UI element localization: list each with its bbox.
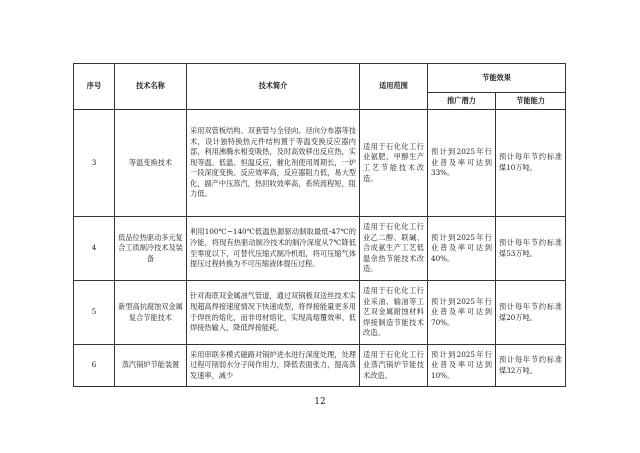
header-intro: 技术简介	[187, 64, 360, 110]
row-intro: 采用双管板结构、双套管与全径向、径向分布器等技术，设计独特换热元件结构置于等温变换反应器内部，利用沸腾水相变吸热，及时高效移出反应热，实现等温、低温、恒温反应，催化剂使用周期长，一炉一段深度变换、反应效率高，反应器阻力低，易大型化，副产中压蒸汽，热回收效率高，系统流程短，阻力低。	[187, 110, 360, 217]
row-potential: 预计到2025年行业普及率可达到10%。	[428, 345, 496, 387]
row-tech-name: 低品位热驱动多元复合工质制冷技术及装备	[115, 217, 187, 281]
tech-table	[73, 63, 566, 387]
row-seq: 3	[74, 110, 115, 217]
row-tech-name: 新型高抗腐蚀双金属复合节能技术	[115, 281, 187, 345]
row-intro: 针对海底双金属油气管道，通过双锅极双送丝技术实现超高焊接速度情况下快速成型，将焊接能量更多用于焊丝的熔化，而非母材熔化，实现高熔覆效率、低焊接热输入，降低焊接能耗。	[187, 281, 360, 345]
row-tech-name: 蒸汽锅炉节能装置	[115, 345, 187, 387]
row-seq: 4	[74, 217, 115, 281]
row-intro: 利用100℃~140℃低温热源驱动制取最低-47℃的冷能，将现有热驱动制冷技术的制冷深度从7℃降低至零度以下，可替代压缩式制冷机组，将可压缩气体提压过程转换为不可压缩液体提压过程。	[187, 217, 360, 281]
header-capacity: 节能能力	[496, 93, 566, 110]
row-capacity: 预计每年节约标准煤32万吨。	[496, 345, 566, 387]
header-effect: 节能效果	[428, 64, 566, 93]
header-scope: 适用范围	[360, 64, 428, 110]
row-seq: 6	[74, 345, 115, 387]
row-capacity: 预计每年节约标准煤53万吨。	[496, 217, 566, 281]
header-seq: 序号	[74, 64, 115, 110]
row-capacity: 预计每年节约标准煤10万吨。	[496, 110, 566, 217]
row-scope: 适用于石化化工行业采油、输油等工艺双金属耐蚀材料焊接制造节能技术改造。	[360, 281, 428, 345]
header-potential: 推广潜力	[428, 93, 496, 110]
table-header-row	[74, 64, 566, 93]
row-scope: 适用于石化化工行业氨肥、甲醇生产工艺节能技术改造。	[360, 110, 428, 217]
row-potential: 预计到2025年行业普及率可达到40%。	[428, 217, 496, 281]
table-row	[74, 345, 566, 387]
page-number: 12	[314, 397, 326, 407]
row-tech-name: 等温变换技术	[115, 110, 187, 217]
row-capacity: 预计每年节约标准煤20万吨。	[496, 281, 566, 345]
row-intro: 采用串联多模式磁路对锅炉进水进行深度处理，处理过程可削弱水分子间作用力，降低表面张力，提高蒸发速率，减少	[187, 345, 360, 387]
row-seq: 5	[74, 281, 115, 345]
table-row	[74, 217, 566, 281]
header-name: 技术名称	[115, 64, 187, 110]
row-potential: 预计到2025年行业普及率可达到33%。	[428, 110, 496, 217]
table-row	[74, 110, 566, 217]
row-scope: 适用于石化化工行业乙二醇、联碱、合成氨生产工艺低温余热节能技术改造。	[360, 217, 428, 281]
table-row	[74, 281, 566, 345]
row-scope: 适用于石化化工行业蒸汽锅炉节能技术改造。	[360, 345, 428, 387]
row-potential: 预计到2025年行业普及率可达到70%。	[428, 281, 496, 345]
